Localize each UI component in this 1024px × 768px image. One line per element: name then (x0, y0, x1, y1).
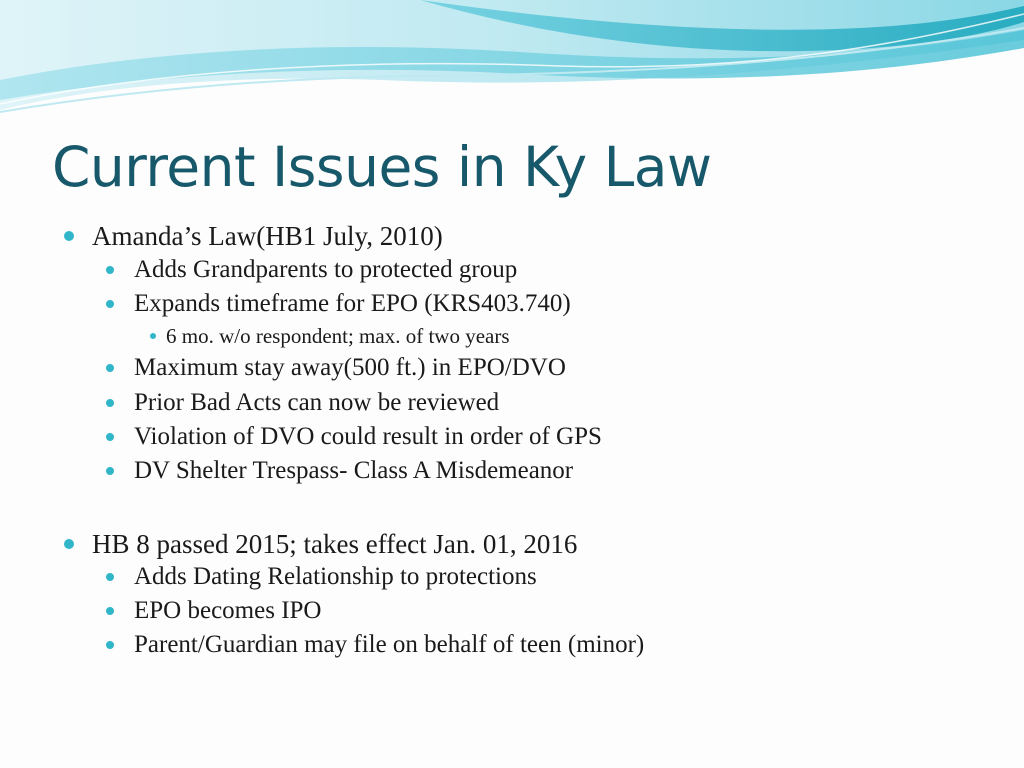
bullet-text-level-3: 6 mo. w/o respondent; max. of two years (166, 324, 510, 348)
bullet-text-level-2: Adds Dating Relationship to protections (134, 563, 537, 590)
bullet-text-level-2: Violation of DVO could result in order of GPS (134, 423, 602, 450)
bullet-text-level-2: Adds Grandparents to protected group (134, 256, 518, 283)
bullet-text-level-2: DV Shelter Trespass- Class A Misdemeanor (134, 457, 574, 484)
bullet-dot-icon (106, 300, 114, 308)
bullet-dot-icon (150, 333, 156, 339)
bullet-dot-icon (106, 607, 114, 615)
bullet-text-level-2: Expands timeframe for EPO (KRS403.740) (134, 290, 571, 317)
bullet-dot-icon (106, 641, 114, 649)
bullet-text-level-1: HB 8 passed 2015; takes effect Jan. 01, 2016 (92, 529, 578, 559)
bullet-dot-icon (64, 539, 74, 549)
bullet-dot-icon (106, 573, 114, 581)
slide-title: Current Issues in Ky Law (52, 135, 712, 199)
bullet-dot-icon (64, 231, 74, 241)
bullet-text-level-2: EPO becomes IPO (134, 597, 322, 624)
bullet-dot-icon (106, 364, 114, 372)
bullet-dot-icon (106, 399, 114, 407)
bullet-dot-icon (106, 266, 114, 274)
bullet-text-level-2: Prior Bad Acts can now be reviewed (134, 389, 500, 416)
bullet-text-level-2: Parent/Guardian may file on behalf of teen (minor) (134, 631, 645, 658)
bullet-dot-icon (106, 467, 114, 475)
bullet-text-level-1: Amanda’s Law(HB1 July, 2010) (92, 221, 443, 251)
bullet-text-level-2: Maximum stay away(500 ft.) in EPO/DVO (134, 354, 566, 381)
bullet-dot-icon (106, 433, 114, 441)
